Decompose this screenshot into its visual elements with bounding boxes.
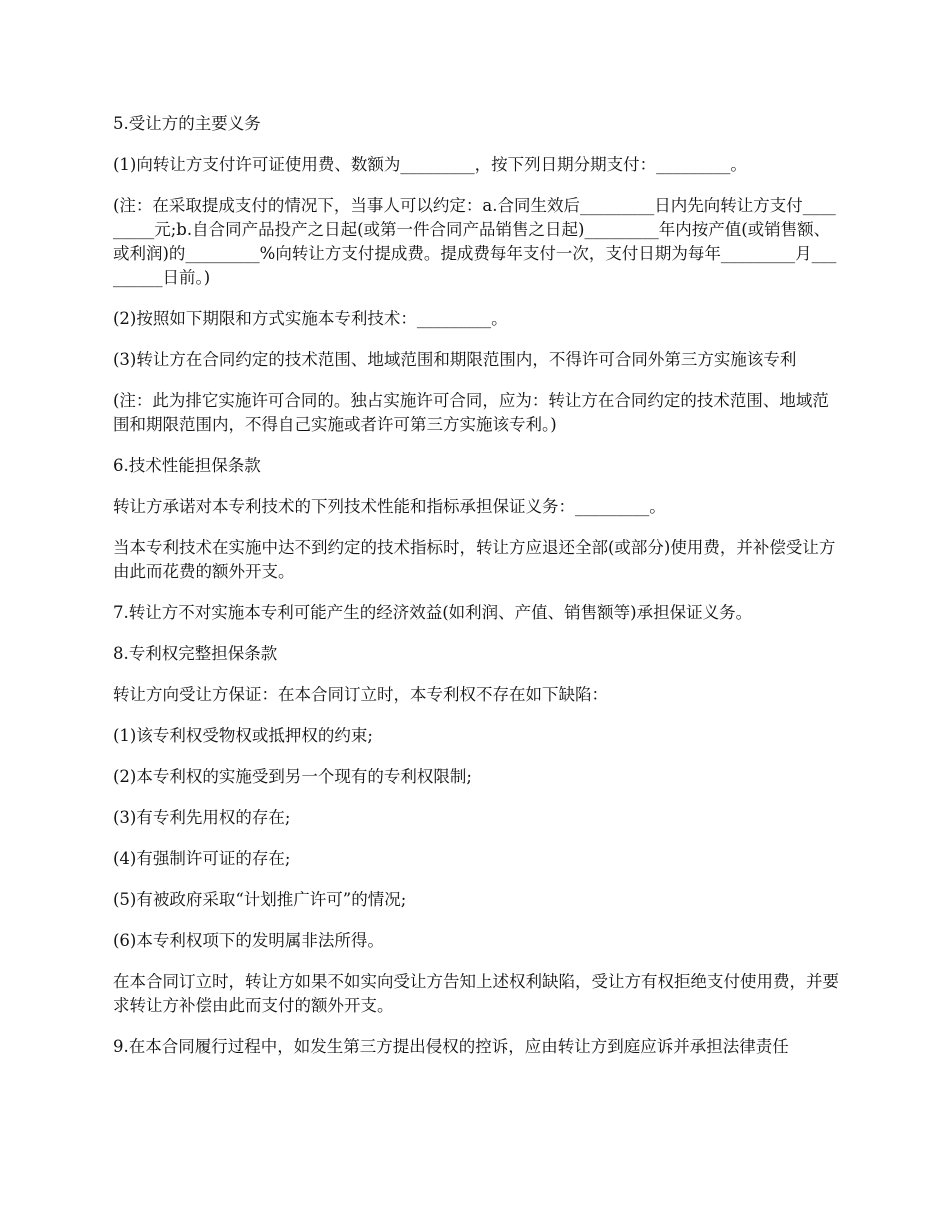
defect-item-4: (4)有强制许可证的存在; xyxy=(113,849,291,868)
defect-item-1: (1)该专利权受物权或抵押权的约束; xyxy=(113,726,373,745)
section-heading-6: 6.技术性能担保条款 xyxy=(113,456,261,475)
clause-6-refund: 当本专利技术在实施中达不到约定的技术指标时，转让方应退还全部(或部分)使用费，并补偿受让方由此而花费的额外开支。 xyxy=(113,538,836,581)
defect-item-6: (6)本专利权项下的发明属非法所得。 xyxy=(113,931,384,950)
note-5-1: (注：在采取提成支付的情况下，当事人可以约定：a.合同生效后_________日内先向转让方支付_________元;b.自合同产品投产之日起(或第一件合同产品销售之日起)_________年内按产值(或销售额、或利润)的_________%向转让方支付提成费。提成费每年支付一次，支付日期为每年_________月_________日前。) xyxy=(113,196,837,287)
clause-8-guarantee: 转让方向受让方保证：在本合同订立时，本专利权不存在如下缺陷： xyxy=(113,685,608,704)
section-heading-5: 5.受让方的主要义务 xyxy=(113,114,261,133)
document-page xyxy=(113,112,840,1076)
clause-5-3: (3)转让方在合同约定的技术范围、地域范围和期限范围内，不得许可合同外第三方实施该专利 xyxy=(113,350,797,369)
section-heading-7: 7.转让方不对实施本专利可能产生的经济效益(如利润、产值、销售额等)承担保证义务。 xyxy=(113,603,753,622)
clause-6-commitment: 转让方承诺对本专利技术的下列技术性能和指标承担保证义务：_________。 xyxy=(113,497,666,516)
section-heading-8: 8.专利权完整担保条款 xyxy=(113,644,278,663)
clause-8-disclosure: 在本合同订立时，转让方如果不如实向受让方告知上述权利缺陷，受让方有权拒绝支付使用费，并要求转让方补偿由此而支付的额外开支。 xyxy=(113,972,839,1015)
section-heading-9: 9.在本合同履行过程中，如发生第三方提出侵权的控诉，应由转让方到庭应诉并承担法律责任 xyxy=(113,1037,789,1056)
defect-item-5: (5)有被政府采取“计划推广许可”的情况; xyxy=(113,890,407,909)
defect-item-3: (3)有专利先用权的存在; xyxy=(113,808,291,827)
clause-5-1: (1)向转让方支付许可证使用费、数额为_________，按下列日期分期支付：_________。 xyxy=(113,155,747,174)
clause-5-2: (2)按照如下期限和方式实施本专利技术：_________。 xyxy=(113,309,508,328)
note-5-3: (注：此为排它实施许可合同的。独占实施许可合同，应为：转让方在合同约定的技术范围、地域范围和期限范围内，不得自己实施或者许可第三方实施该专利。) xyxy=(113,391,829,434)
defect-item-2: (2)本专利权的实施受到另一个现有的专利权限制; xyxy=(113,767,472,786)
